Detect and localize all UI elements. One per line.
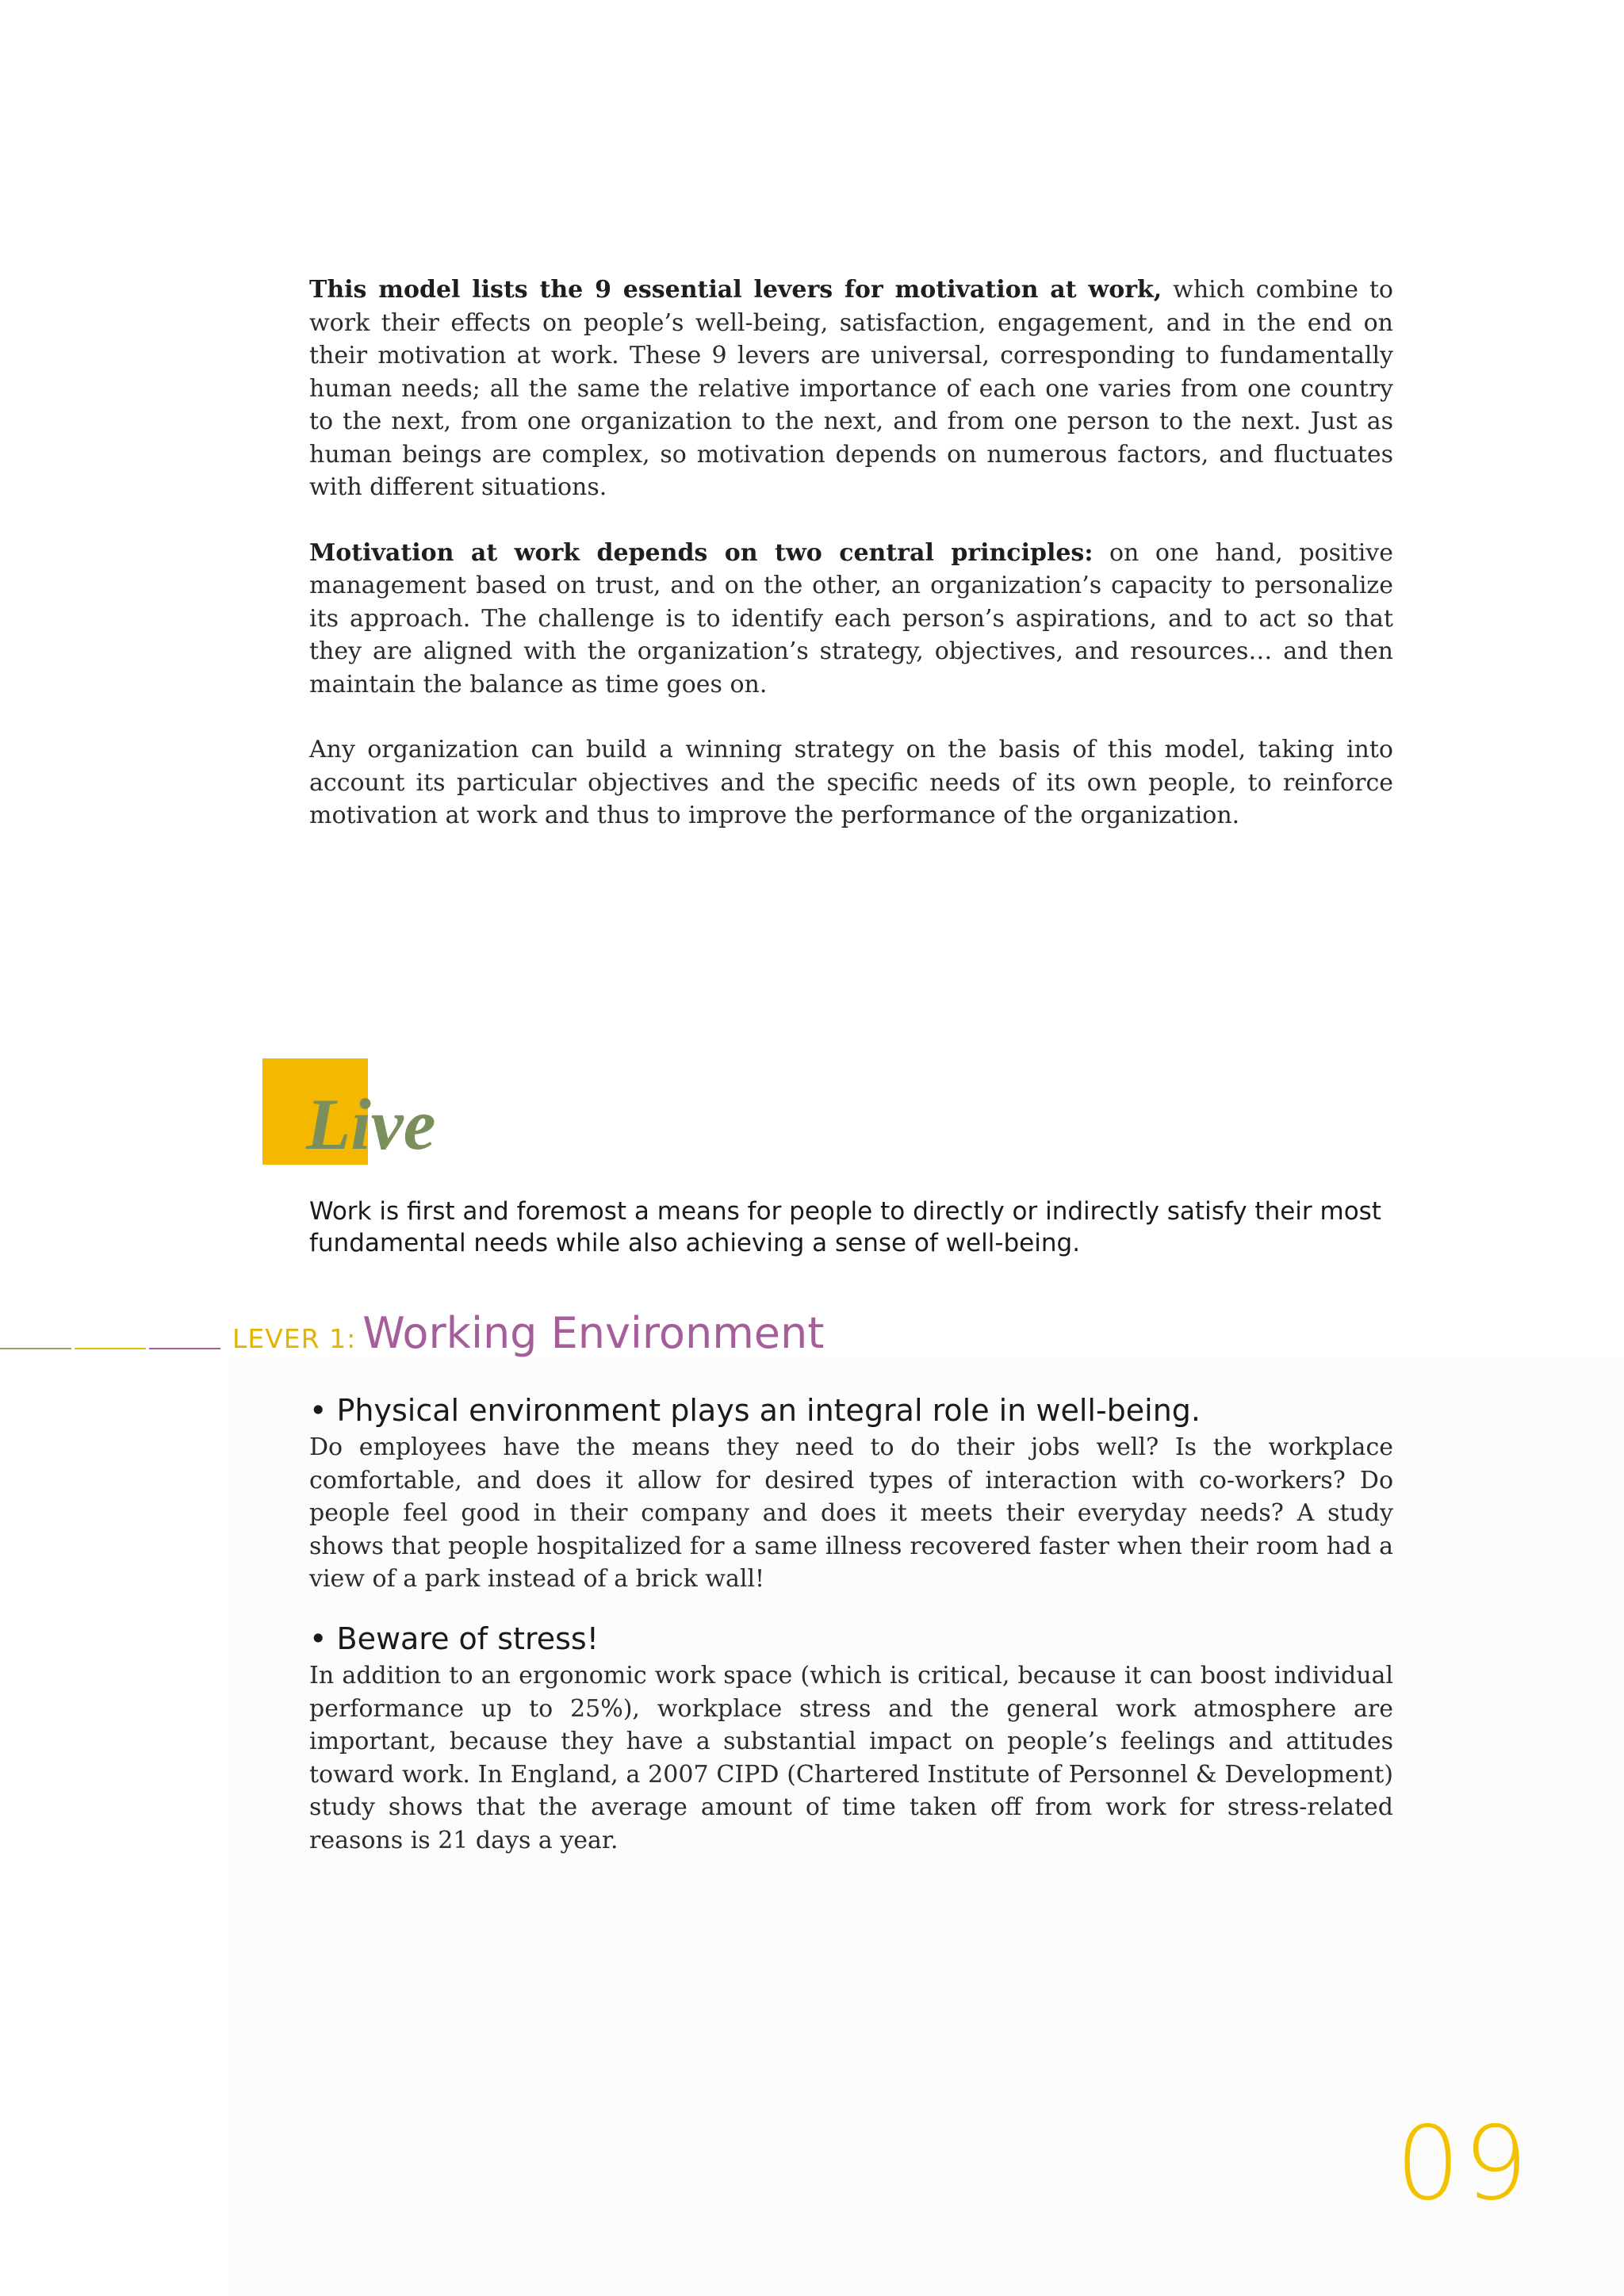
lever-rule-yellow <box>75 1348 146 1349</box>
section-heading-stress: • Beware of stress! <box>309 1621 599 1656</box>
lever-number: LEVER 1: <box>232 1323 357 1354</box>
intro-paragraph-1-body: which combine to work their effects on people’s well-being, satisfaction, engagement, and in the end on their motivation at work. These 9 levers are universal, corresponding to fundamentally human needs; all the same the relative importance of each one varies from one country to the next, from one organization to the next, and from one person to the next. Just as human beings are complex, so motivation depends on numerous factors, and fluctuates with different situations. <box>309 276 1393 501</box>
lever-title: Working Environment <box>362 1308 825 1358</box>
section-body-physical-environment: Do employees have the means they need to do their jobs well? Is the workplace comfortable, and does it allow for desired types of interaction with co-workers? Do people feel good in their company and does it meets their everyday needs? A study shows that people hospitalized for a same illness recovered faster when their room had a view of a park instead of a brick wall! <box>309 1433 1393 1593</box>
live-description: Work is first and foremost a means for people to directly or indirectly satisfy their most fundamental needs while also achieving a sense of well-being. <box>309 1197 1381 1257</box>
intro-text <box>309 274 1393 865</box>
intro-paragraph-3: Any organization can build a winning strategy on the basis of this model, taking into account its particular objectives and the specific needs of its own people, to reinforce motivation at work and thus to improve the performance of the organization. <box>309 736 1393 829</box>
lever-rule-green <box>0 1348 71 1349</box>
intro-paragraph-2-lead: Motivation at work depends on two central principles: <box>309 538 1094 567</box>
intro-paragraph-1 <box>309 274 1393 504</box>
lever-rule-purple <box>149 1348 220 1349</box>
intro-paragraph-1-lead: This model lists the 9 essential levers for motivation at work, <box>309 276 1162 304</box>
section-heading-physical-environment: • Physical environment plays an integral role in well-being. <box>309 1393 1201 1428</box>
lever-heading <box>232 1308 824 1358</box>
section-body-stress: In addition to an ergonomic work space (which is critical, because it can boost individual performance up to 25%), workplace stress and the general work atmosphere are important, because they have a substantial impact on people’s feelings and attitudes toward work. In England, a 2007 CIPD (Chartered Institute of Personnel & Development) study shows that the average amount of time taken off from work for stress-related reasons is 21 days a year. <box>309 1662 1393 1854</box>
intro-paragraph-2 <box>309 537 1393 702</box>
page-number: 09 <box>1396 2105 1531 2223</box>
live-heading: Live <box>306 1084 436 1165</box>
intro-paragraph-2-body: on one hand, positive management based on trust, and on the other, an organization’s capacity to personalize its approach. The challenge is to identify each person’s aspirations, and to act so that they are aligned with the organization’s strategy, objectives, and resources… and then maintain the balance as time goes on. <box>309 538 1393 698</box>
